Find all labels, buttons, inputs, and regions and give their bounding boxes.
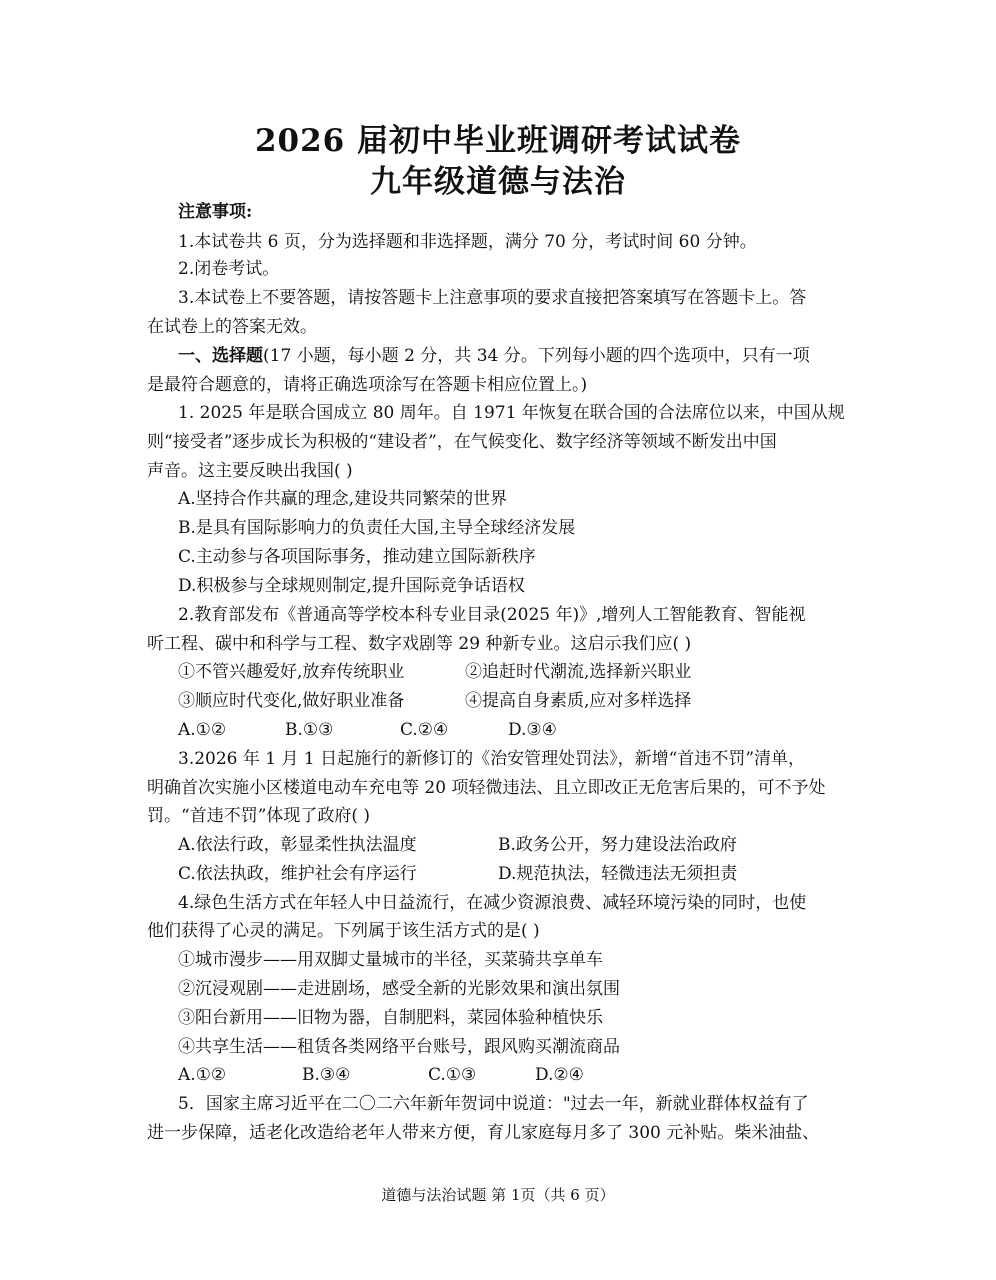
question-2-text: 听工程、碳中和科学与工程、数字戏剧等 29 种新专业。这启示我们应( ) [147,634,692,654]
question-4-statement: ④共享生活——租赁各类网络平台账号，跟风购买潮流商品 [178,1037,620,1057]
section-label: 一、选择题 [178,346,263,366]
question-3-text: 罚。“首违不罚”体现了政府( ) [147,806,371,826]
question-4-option-c: C.①③ [428,1065,477,1085]
question-2-text: 2.教育部发布《普通高等学校本科专业目录(2025 年)》,增列人工智能教育、智能视 [178,605,806,625]
question-4-statement: ②沉浸观剧——走进剧场，感受全新的光影效果和演出氛围 [178,979,620,999]
question-2-statement: ③顺应时代变化,做好职业准备 [178,691,405,711]
exam-title: 2026 届初中毕业班调研考试试卷 [254,123,742,159]
page-footer: 道德与法治试题 第 1页（共 6 页） [381,1186,615,1204]
subject-title: 九年级道德与法治 [370,164,626,200]
question-4-text: 他们获得了心灵的满足。下列属于该生活方式的是( ) [147,921,540,941]
section-heading [178,345,810,367]
question-4-statement: ③阳台新用——旧物为器，自制肥料，菜园体验种植快乐 [178,1008,603,1028]
question-1-text: 1. 2025 年是联合国成立 80 周年。自 1971 年恢复在联合国的合法席位以来，中国从规 [178,403,845,423]
question-4-option-b: B.③④ [302,1065,351,1085]
notice-item: 在试卷上的答案无效。 [147,317,317,337]
section-desc: (17 小题，每小题 2 分，共 34 分。下列每小题的四个选项中，只有一项 [263,346,810,366]
question-2-statement: ②追赶时代潮流,选择新兴职业 [465,662,692,682]
question-2-option-d: D.③④ [508,720,557,740]
question-3-option-d: D.规范执法，轻微违法无须担责 [498,864,738,884]
question-4-statement: ①城市漫步——用双脚丈量城市的半径，买菜骑共享单车 [178,950,603,970]
question-3-text: 3.2026 年 1 月 1 日起施行的新修订的《治安管理处罚法》，新增“首违不罚”清单， [178,749,806,769]
question-2-option-c: C.②④ [400,720,449,740]
question-2-statement: ①不管兴趣爱好,放弃传统职业 [178,662,405,682]
notice-heading: 注意事项: [178,202,253,222]
question-4-option-d: D.②④ [535,1065,584,1085]
question-4-option-a: A.①② [178,1065,227,1085]
notice-item: 3.本试卷上不要答题，请按答题卡上注意事项的要求直接把答案填写在答题卡上。答 [178,288,807,308]
question-2-option-b: B.①③ [285,720,334,740]
question-1-option-a: A.坚持合作共赢的理念,建设共同繁荣的世界 [178,489,508,509]
question-1-text: 声音。这主要反映出我国( ) [147,461,353,481]
question-3-option-c: C.依法执政，维护社会有序运行 [178,864,417,884]
question-3-text: 明确首次实施小区楼道电动车充电等 20 项轻微违法、且立即改正无危害后果的，可不予处 [147,778,826,798]
question-1-option-b: B.是具有国际影响力的负责任大国,主导全球经济发展 [178,518,576,538]
question-5-text: 进一步保障，适老化改造给老年人带来方便，育儿家庭每月多了 300 元补贴。柴米油盐、 [147,1123,820,1143]
question-2-statement: ④提高自身素质,应对多样选择 [465,691,692,711]
question-4-text: 4.绿色生活方式在年轻人中日益流行，在减少资源浪费、减轻环境污染的同时，也使 [178,893,807,913]
question-1-option-d: D.积极参与全球规则制定,提升国际竞争话语权 [178,576,525,596]
question-5-text: 5．国家主席习近平在二〇二六年新年贺词中说道："过去一年，新就业群体权益有了 [178,1094,809,1114]
question-3-option-a: A.依法行政，彰显柔性执法温度 [178,835,417,855]
section-desc: 是最符合题意的，请将正确选项涂写在答题卡相应位置上。) [147,375,588,395]
notice-item: 2.闭卷考试。 [178,259,280,279]
question-1-option-c: C.主动参与各项国际事务，推动建立国际新秩序 [178,547,536,567]
question-2-option-a: A.①② [178,720,227,740]
question-1-text: 则“接受者”逐步成长为积极的“建设者”，在气候变化、数字经济等领域不断发出中国 [147,432,777,452]
notice-item: 1.本试卷共 6 页，分为选择题和非选择题，满分 70 分，考试时间 60 分钟。 [178,232,757,252]
question-3-option-b: B.政务公开，努力建设法治政府 [498,835,737,855]
